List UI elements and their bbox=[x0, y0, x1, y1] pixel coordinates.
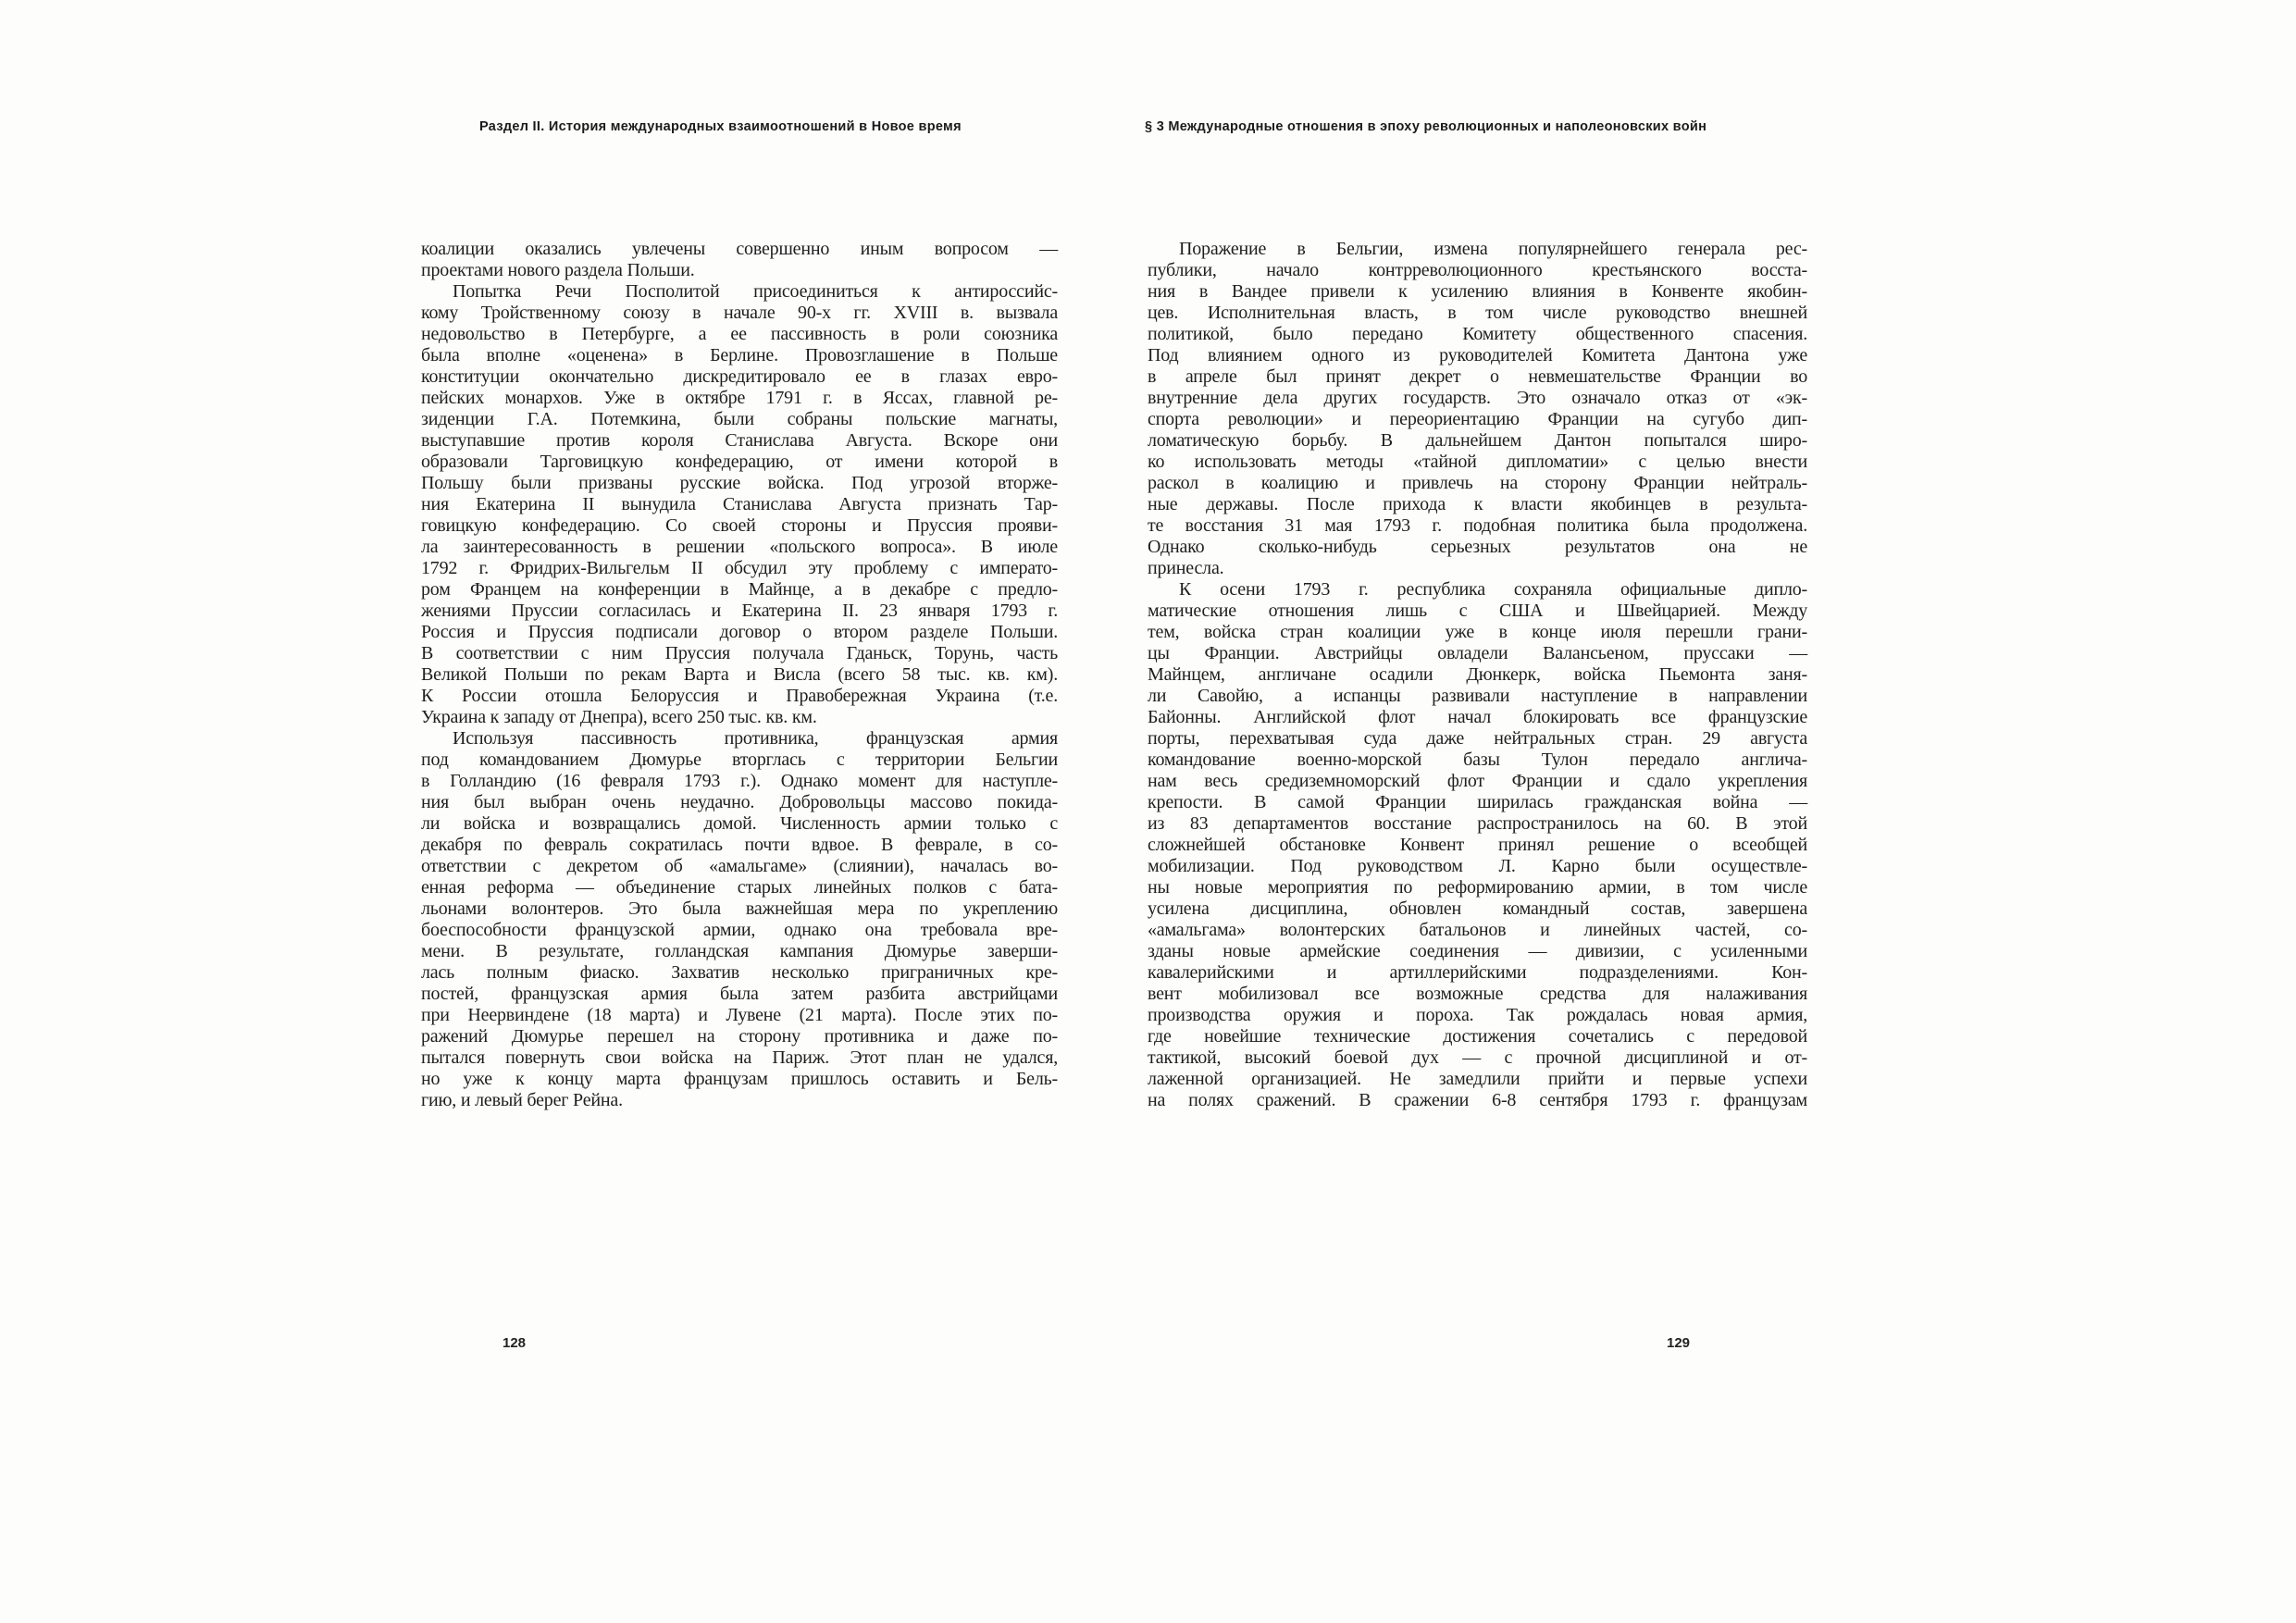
text-line: производства оружия и пороха. Так рождалась новая армия, bbox=[1148, 1005, 1807, 1025]
text-line: Однако сколько-нибудь серьезных результатов она не bbox=[1148, 537, 1807, 557]
text-line: зиденции Г.А. Потемкина, были собраны польские магнаты, bbox=[421, 409, 1058, 429]
text-line: принесла. bbox=[1148, 558, 1224, 578]
text-line: из 83 департаментов восстание распространилось на 60. В этой bbox=[1148, 813, 1807, 834]
text-line: нам весь средиземноморский флот Франции и сдало укрепления bbox=[1148, 771, 1807, 791]
text-line: пейских монархов. Уже в октябре 1791 г. в Яссах, главной ре- bbox=[421, 388, 1058, 408]
right-page-number: 129 bbox=[1667, 1335, 1691, 1351]
text-line: пытался повернуть свои войска на Париж. Этот план не удался, bbox=[421, 1047, 1058, 1068]
text-line: коалиции оказались увлечены совершенно иным вопросом — bbox=[421, 239, 1058, 259]
text-line: порты, перехватывая суда даже нейтральных стран. 29 августа bbox=[1148, 728, 1807, 749]
text-line: Украина к западу от Днепра), всего 250 тыс. кв. км. bbox=[421, 707, 817, 727]
text-line: ли Савойю, а испанцы развивали наступление в направлении bbox=[1148, 686, 1807, 706]
text-line: зданы новые армейские соединения — дивизии, с усиленными bbox=[1148, 941, 1807, 961]
text-line: матические отношения лишь с США и Швейцарией. Между bbox=[1148, 601, 1807, 621]
text-line: Поражение в Бельгии, измена популярнейшего генерала рес- bbox=[1179, 239, 1807, 259]
text-line: раскол в коалицию и привлечь на сторону Франции нейтраль- bbox=[1148, 473, 1807, 493]
text-line: Великой Польши по рекам Варта и Висла (всего 58 тыс. кв. км). bbox=[421, 664, 1058, 685]
left-page-number: 128 bbox=[503, 1335, 527, 1351]
text-line: ражений Дюмурье перешел на сторону противника и даже по- bbox=[421, 1026, 1058, 1047]
left-running-header: Раздел II. История международных взаимоотношений в Новое время bbox=[479, 119, 962, 134]
text-line: публики, начало контрреволюционного крестьянского восста- bbox=[1148, 260, 1807, 280]
text-line: декабря по февраль сократилась почти вдвое. В феврале, в со- bbox=[421, 835, 1058, 855]
text-line: в Голландию (16 февраля 1793 г.). Однако момент для наступле- bbox=[421, 771, 1058, 791]
text-line: Попытка Речи Посполитой присоединиться к антироссийс- bbox=[453, 281, 1058, 302]
text-line: жениями Пруссии согласилась и Екатерина II. 23 января 1793 г. bbox=[421, 601, 1058, 621]
text-line: кавалерийскими и артиллерийскими подразделениями. Кон- bbox=[1148, 962, 1807, 983]
text-line: на полях сражений. В сражении 6-8 сентября 1793 г. французам bbox=[1148, 1090, 1807, 1110]
text-line: ны новые мероприятия по реформированию армии, в том числе bbox=[1148, 877, 1807, 898]
text-line: но уже к концу марта французам пришлось оставить и Бель- bbox=[421, 1069, 1058, 1089]
text-line: выступавшие против короля Станислава Августа. Вскоре они bbox=[421, 430, 1058, 451]
text-line: в апреле был принят декрет о невмешательстве Франции во bbox=[1148, 366, 1807, 387]
text-line: те восстания 31 мая 1793 г. подобная политика была продолжена. bbox=[1148, 515, 1807, 536]
text-line: ли войска и возвращались домой. Численность армии только с bbox=[421, 813, 1058, 834]
text-line: ла заинтересованность в решении «польского вопроса». В июле bbox=[421, 537, 1058, 557]
text-line: тем, войска стран коалиции уже в конце июля перешли грани- bbox=[1148, 622, 1807, 642]
text-line: мобилизации. Под руководством Л. Карно были осуществле- bbox=[1148, 856, 1807, 876]
text-line: где новейшие технические достижения сочетались с передовой bbox=[1148, 1026, 1807, 1047]
text-line: ные державы. После прихода к власти якобинцев в результа- bbox=[1148, 494, 1807, 514]
text-line: усилена дисциплина, обновлен командный состав, завершена bbox=[1148, 898, 1807, 919]
text-line: Майнцем, англичане осадили Дюнкерк, войска Пьемонта заня- bbox=[1148, 664, 1807, 685]
text-line: ломатическую борьбу. В дальнейшем Дантон попытался широ- bbox=[1148, 430, 1807, 451]
text-line: В соответствии с ним Пруссия получала Гданьск, Торунь, часть bbox=[421, 643, 1058, 663]
text-line: К осени 1793 г. республика сохраняла официальные дипло- bbox=[1179, 579, 1807, 600]
text-line: кому Тройственному союзу в начале 90-х гг. XVIII в. вызвала bbox=[421, 303, 1058, 323]
text-line: цы Франции. Австрийцы овладели Валансьеном, пруссаки — bbox=[1148, 643, 1807, 663]
text-line: спорта революции» и переориентацию Франции на сугубо дип- bbox=[1148, 409, 1807, 429]
text-line: образовали Тарговицкую конфедерацию, от имени которой в bbox=[421, 452, 1058, 472]
text-line: сложнейшей обстановке Конвент принял решение о всеобщей bbox=[1148, 835, 1807, 855]
text-line: Байонны. Английской флот начал блокировать все французские bbox=[1148, 707, 1807, 727]
text-line: енная реформа — объединение старых линейных полков с бата- bbox=[421, 877, 1058, 898]
text-line: 1792 г. Фридрих-Вильгельм II обсудил эту проблему с императо- bbox=[421, 558, 1058, 578]
text-line: политикой, было передано Комитету общественного спасения. bbox=[1148, 324, 1807, 344]
text-line: под командованием Дюмурье вторглась с территории Бельгии bbox=[421, 750, 1058, 770]
text-line: Польшу были призваны русские войска. Под угрозой вторже- bbox=[421, 473, 1058, 493]
text-line: ния Екатерина II вынудила Станислава Августа признать Тар- bbox=[421, 494, 1058, 514]
text-line: К России отошла Белоруссия и Правобережная Украина (т.е. bbox=[421, 686, 1058, 706]
right-running-header: § 3 Международные отношения в эпоху революционных и наполеоновских войн bbox=[1145, 119, 1707, 134]
text-line: постей, французская армия была затем разбита австрийцами bbox=[421, 984, 1058, 1004]
text-line: лась полным фиаско. Захватив несколько приграничных кре- bbox=[421, 962, 1058, 983]
right-page-text bbox=[1148, 239, 1807, 1111]
text-line: командование военно-морской базы Тулон передало англича- bbox=[1148, 750, 1807, 770]
text-line: боеспособности французской армии, однако она требовала вре- bbox=[421, 920, 1058, 940]
text-line: Используя пассивность противника, французская армия bbox=[453, 728, 1058, 749]
text-line: Россия и Пруссия подписали договор о втором разделе Польши. bbox=[421, 622, 1058, 642]
text-line: была вполне «оценена» в Берлине. Провозглашение в Польше bbox=[421, 345, 1058, 365]
text-line: ния в Вандее привели к усилению влияния в Конвенте якобин- bbox=[1148, 281, 1807, 302]
text-line: проектами нового раздела Польши. bbox=[421, 260, 695, 280]
text-line: гию, и левый берег Рейна. bbox=[421, 1090, 623, 1110]
text-line: недовольство в Петербурге, а ее пассивность в роли союзника bbox=[421, 324, 1058, 344]
text-line: льонами волонтеров. Это была важнейшая мера по укреплению bbox=[421, 898, 1058, 919]
text-line: мени. В результате, голландская кампания Дюмурье заверши- bbox=[421, 941, 1058, 961]
text-line: лаженной организацией. Не замедлили прийти и первые успехи bbox=[1148, 1069, 1807, 1089]
text-line: конституции окончательно дискредитировало ее в глазах евро- bbox=[421, 366, 1058, 387]
text-line: ния был выбран очень неудачно. Добровольцы массово покида- bbox=[421, 792, 1058, 812]
text-line: говицкую конфедерацию. Со своей стороны и Пруссия прояви- bbox=[421, 515, 1058, 536]
text-line: ко использовать методы «тайной дипломатии» с целью внести bbox=[1148, 452, 1807, 472]
text-line: ром Францем на конференции в Майнце, а в декабре с предло- bbox=[421, 579, 1058, 600]
text-line: цев. Исполнительная власть, в том числе руководство внешней bbox=[1148, 303, 1807, 323]
text-line: «амальгама» волонтерских батальонов и линейных частей, со- bbox=[1148, 920, 1807, 940]
text-line: тактикой, высокий боевой дух — с прочной дисциплиной и от- bbox=[1148, 1047, 1807, 1068]
text-line: при Неервиндене (18 марта) и Лувене (21 марта). После этих по- bbox=[421, 1005, 1058, 1025]
text-line: ответствии с декретом об «амальгаме» (слиянии), началась во- bbox=[421, 856, 1058, 876]
left-page-text bbox=[421, 239, 1058, 1111]
text-line: крепости. В самой Франции ширилась гражданская война — bbox=[1148, 792, 1807, 812]
text-line: внутренние дела других государств. Это означало отказ от «эк- bbox=[1148, 388, 1807, 408]
text-line: вент мобилизовал все возможные средства для налаживания bbox=[1148, 984, 1807, 1004]
text-line: Под влиянием одного из руководителей Комитета Дантона уже bbox=[1148, 345, 1807, 365]
